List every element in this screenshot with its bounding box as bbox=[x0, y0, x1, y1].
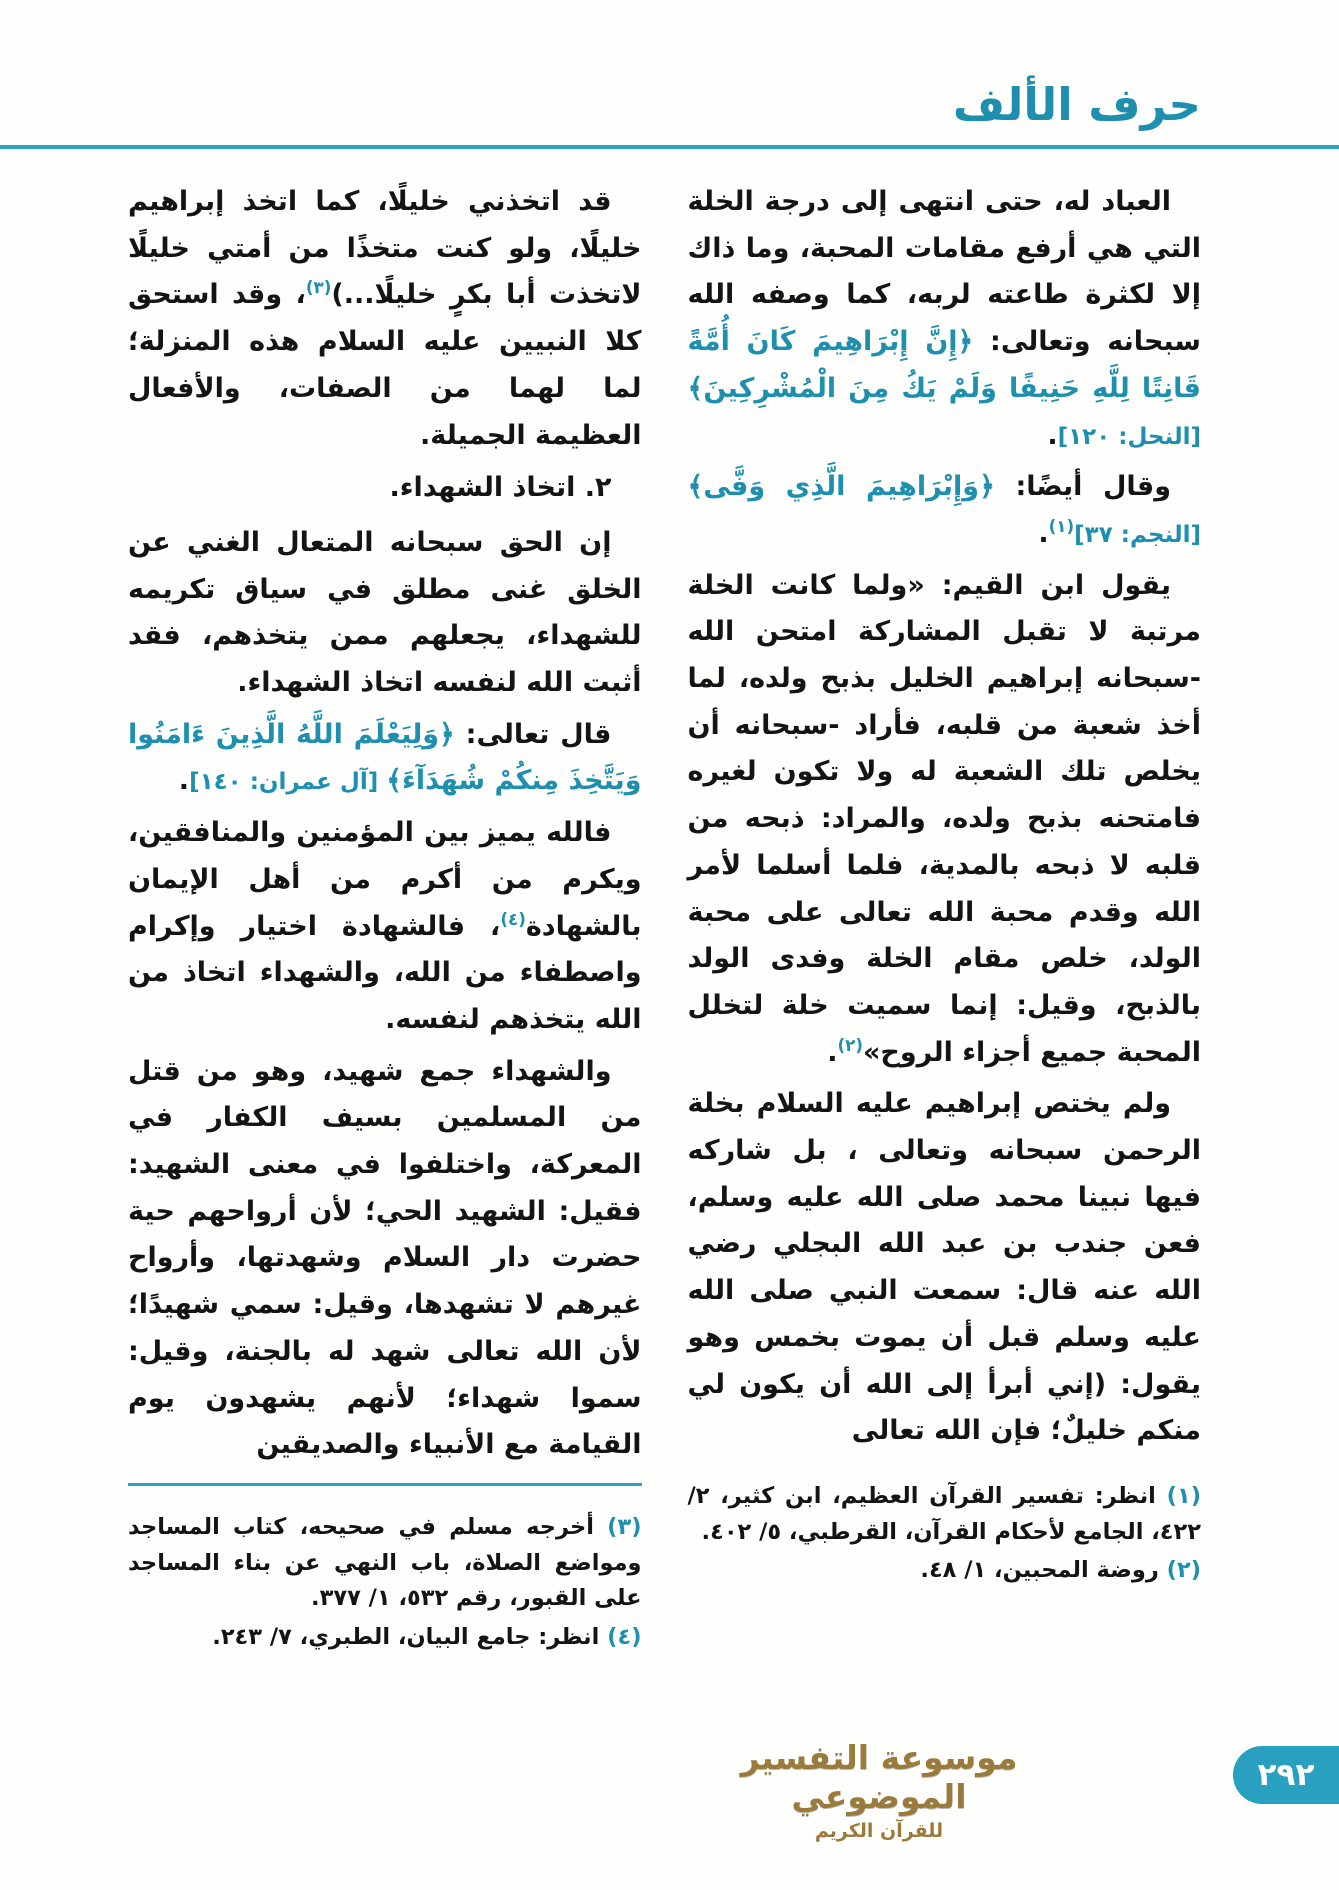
body-text: وقال أيضًا: bbox=[994, 471, 1171, 503]
right-footnotes bbox=[688, 1479, 1202, 1589]
body-text: . bbox=[1038, 517, 1049, 549]
page-number: ٢٩٢ bbox=[1257, 1757, 1315, 1793]
paragraph bbox=[688, 464, 1202, 557]
body-text: ولم يختص إبراهيم عليه السلام بخلة الرحمن سبحانه وتعالى ، بل شاركه فيها نبينا محمد صلى الله عليه وسلم، فعن جندب بن عبد الله البجلي رضي الله عنه قال: سمعت النبي صلى الله عليه وسلم قبل أن يموت بخمس وهو يقول: (إني أبرأ إلى الله أن يكون لي منكم خليلٌ؛ فإن الله تعالى bbox=[687, 1088, 1201, 1447]
section-title: حرف الألف bbox=[952, 78, 1201, 131]
section-heading bbox=[128, 465, 642, 512]
page-body bbox=[0, 149, 1339, 1658]
quran-verse: ﴿وَلِيَعْلَمَ اللَّهُ الَّذِينَ ءَامَنُوا وَيَتَّخِذَ مِنكُمْ شُهَدَآءَ﴾ bbox=[128, 718, 642, 797]
publisher-logo-title: موسوعة التفسير الموضوعي bbox=[740, 1738, 1018, 1816]
footnote-marker: (٤) bbox=[500, 908, 526, 929]
paragraph bbox=[128, 810, 642, 1044]
paragraph bbox=[688, 179, 1202, 459]
left-column bbox=[128, 179, 642, 1658]
body-text: ، فالشهادة اختيار وإكرام واصطفاء من الله، والشهداء اتخاذ من الله يتخذهم لنفسه. bbox=[128, 910, 642, 1035]
body-text: . bbox=[1047, 419, 1058, 451]
footnote-text: أخرجه مسلم في صحيحه، كتاب المساجد ومواضع الصلاة، باب النهي عن بناء المساجد على القبور، رقم ٥٣٢، ١/ ٣٧٧. bbox=[128, 1513, 642, 1612]
publisher-logo bbox=[739, 1738, 1019, 1842]
body-text: . bbox=[178, 765, 190, 797]
paragraph bbox=[128, 1049, 642, 1469]
paragraph bbox=[128, 520, 642, 707]
quran-verse: ﴿وَإِبْرَاهِيمَ الَّذِي وَفَّى﴾ bbox=[687, 471, 995, 503]
body-text: . bbox=[827, 1036, 838, 1068]
footnote-item bbox=[688, 1479, 1202, 1550]
body-text: إن الحق سبحانه المتعال الغني عن الخلق غنى مطلق في سياق تكريمه للشهداء، يجعلهم ممن يتخذهم، فقد أثبت الله لنفسه اتخاذ الشهداء. bbox=[128, 526, 642, 699]
publisher-logo-subtitle: للقرآن الكريم bbox=[814, 1820, 944, 1842]
footnote-number: (٣) bbox=[593, 1513, 642, 1540]
footnote-text: انظر: جامع البيان، الطبري، ٧/ ٢٤٣. bbox=[212, 1623, 600, 1650]
footnote-marker: (٣) bbox=[305, 277, 332, 298]
footnote-marker: (١) bbox=[1048, 515, 1075, 536]
body-text: قد اتخذني خليلًا، كما اتخذ إبراهيم خليلًا، ولو كنت متخذًا من أمتي خليلًا لاتخذت أبا بكرٍ خليلًا...) bbox=[128, 186, 642, 311]
left-column-paragraphs bbox=[128, 179, 642, 1469]
verse-reference: [النجم: ٣٧] bbox=[1074, 521, 1201, 548]
body-text: ٢. اتخاذ الشهداء. bbox=[389, 472, 612, 504]
verse-reference: [النحل: ١٢٠] bbox=[1057, 423, 1201, 450]
footnote-separator bbox=[128, 1483, 642, 1486]
footnote-text: روضة المحبين، ١/ ٤٨. bbox=[920, 1557, 1159, 1584]
page-header bbox=[0, 0, 1339, 131]
footnote-number: (٤) bbox=[599, 1623, 642, 1650]
quran-verse: ﴿إِنَّ إِبْرَاهِيمَ كَانَ أُمَّةً قَانِتًا لِلَّهِ حَنِيفًا وَلَمْ يَكُ مِنَ الْمُشْرِكِينَ﴾ bbox=[687, 326, 1201, 404]
footnote-number: (١) bbox=[1155, 1482, 1201, 1509]
footnote-item bbox=[128, 1620, 642, 1656]
page-number-badge bbox=[1233, 1746, 1339, 1804]
paragraph bbox=[688, 1081, 1202, 1455]
left-footnotes bbox=[128, 1510, 642, 1655]
body-text: يقول ابن القيم: «ولما كانت الخلة مرتبة لا تقبل المشاركة امتحن الله -سبحانه إبراهيم الخليل بذبح ولده، لما أخذ شعبة من قلبه، فأراد -سبحانه أن يخلص تلك الشعبة له ولا تكون لغيره فامتحنه بذبح ولده، والمراد: ذبحه من قلبه لا ذبحه بالمدية، فلما أسلما لأمر الله وقدم محبة الله تعالى على محبة الولد، خلص مقام الخلة وفدى الولد بالذبح، وقيل: إنما سميت خلة لتخلل المحبة جميع أجزاء الروح» bbox=[687, 569, 1201, 1068]
body-text: فالله يميز بين المؤمنين والمنافقين، ويكرم من أكرم من أهل الإيمان بالشهادة bbox=[128, 817, 642, 942]
body-text: العباد له، حتى انتهى إلى درجة الخلة التي هي أرفع مقامات المحبة، وما ذاك إلا لكثرة طاعته لربه، كما وصفه الله سبحانه وتعالى: bbox=[687, 186, 1201, 358]
body-text: والشهداء جمع شهيد، وهو من قتل من المسلمين بسيف الكفار في المعركة، واختلفوا في معنى الشهيد: فقيل: الشهيد الحي؛ لأن أرواحهم حية حضرت دار السلام وشهدتها، وأرواح غيرهم لا تشهدها، وقيل: سمي شهيدًا؛ لأن الله تعالى شهد له بالجنة، وقيل: سموا شهداء؛ لأنهم يشهدون يوم القيامة مع الأنبياء والصديقين bbox=[128, 1055, 642, 1461]
paragraph bbox=[688, 563, 1202, 1077]
right-column bbox=[688, 179, 1202, 1592]
footnote-number: (٢) bbox=[1158, 1557, 1201, 1584]
right-column-paragraphs bbox=[688, 179, 1202, 1455]
verse-reference: [آل عمران: ١٤٠] bbox=[189, 769, 387, 796]
paragraph bbox=[128, 179, 642, 459]
paragraph bbox=[128, 712, 642, 805]
footnote-marker: (٢) bbox=[837, 1034, 863, 1055]
body-text: قال تعالى: bbox=[454, 718, 612, 750]
footnote-item bbox=[128, 1510, 642, 1617]
footnote-text: انظر: تفسير القرآن العظيم، ابن كثير، ٢/ ٤٢٢، الجامع لأحكام القرآن، القرطبي، ٥/ ٤٠٢. bbox=[687, 1482, 1201, 1545]
body-text: ، وقد استحق كلا النبيين عليه السلام هذه المنزلة؛ لما لهما من الصفات، والأفعال العظيمة الجميلة. bbox=[128, 279, 642, 451]
footnote-item bbox=[688, 1553, 1202, 1589]
